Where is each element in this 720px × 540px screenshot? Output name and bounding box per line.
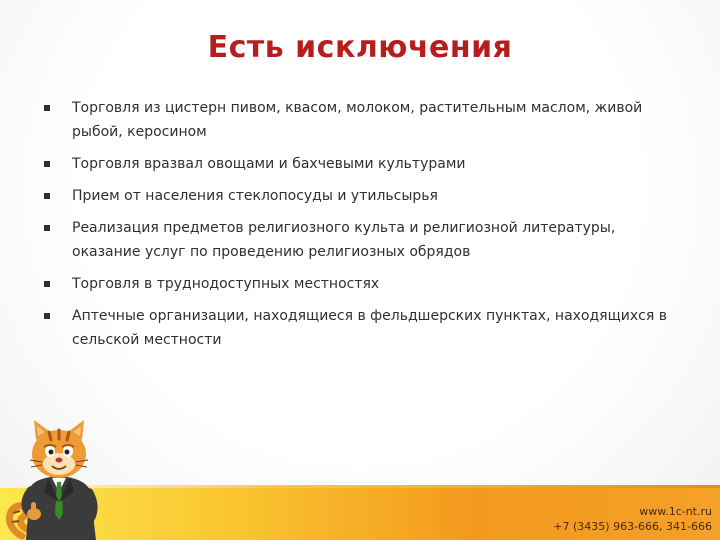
contact-info [553, 504, 712, 534]
bullet-square-icon [44, 281, 50, 287]
bullet-text: Аптечные организации, находящиеся в фельдшерских пунктах, находящихся в сельской местности [72, 308, 667, 348]
bullet-item [40, 272, 680, 296]
bullet-text: Реализация предметов религиозного культа и религиозной литературы, оказание услуг по проведению религиозных обрядов [72, 220, 616, 260]
bullet-square-icon [44, 105, 50, 111]
bullet-square-icon [44, 225, 50, 231]
bullet-list [40, 96, 680, 360]
bullet-square-icon [44, 161, 50, 167]
bullet-square-icon [44, 193, 50, 199]
bullet-text: Торговля вразвал овощами и бахчевыми культурами [72, 156, 466, 172]
bullet-item [40, 216, 680, 264]
website-link[interactable]: www.1c-nt.ru [639, 505, 712, 518]
bullet-square-icon [44, 313, 50, 319]
phone-text: +7 (3435) 963-666, 341-666 [553, 520, 712, 533]
bullet-item [40, 96, 680, 144]
cartoon-cat-mascot-icon [4, 418, 114, 540]
bullet-text: Торговля из цистерн пивом, квасом, молоком, растительным маслом, живой рыбой, керосином [72, 100, 643, 140]
bullet-text: Торговля в труднодоступных местностях [72, 276, 380, 292]
bullet-text: Прием от населения стеклопосуды и утильсырья [72, 188, 438, 204]
bullet-item [40, 304, 680, 352]
slide-title: Есть исключения [207, 30, 513, 65]
bullet-item [40, 184, 680, 208]
bullet-item [40, 152, 680, 176]
